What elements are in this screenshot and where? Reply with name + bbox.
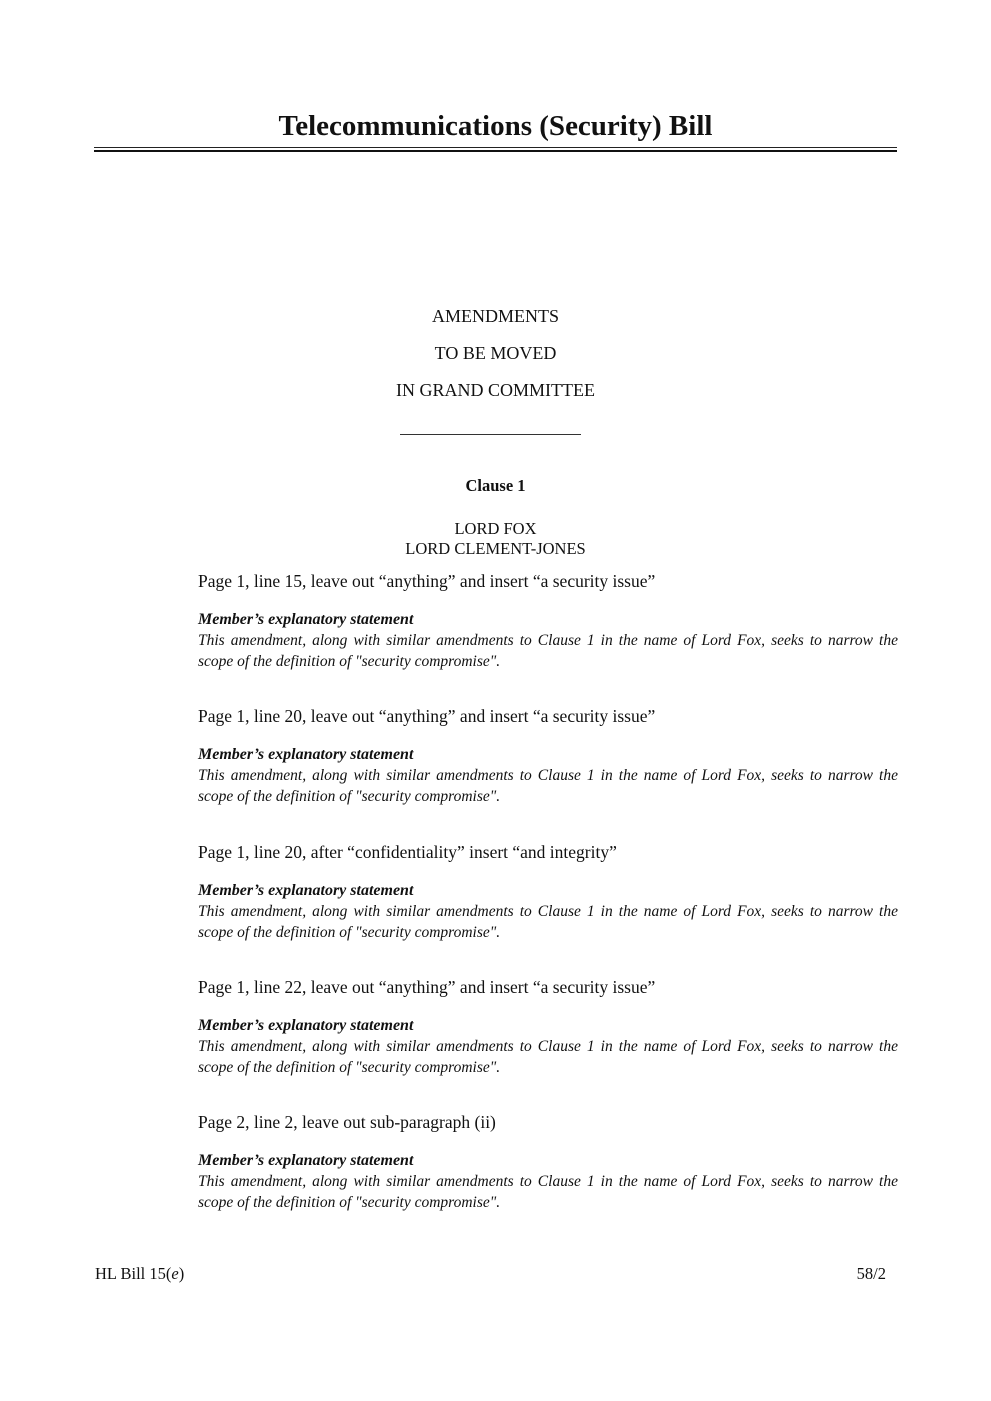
explanatory-statement-title: Member’s explanatory statement: [198, 746, 414, 763]
bill-ref-prefix: HL Bill 15(: [95, 1264, 172, 1283]
amendment-text: Page 1, line 15, leave out “anything” and insert “a security issue”: [198, 571, 656, 591]
explanatory-statement-body: This amendment, along with similar amendments to Clause 1 in the name of Lord Fox, seeks to narrow the scope of the definition of "security compromise".: [198, 767, 898, 805]
bill-ref-suffix: ): [178, 1264, 185, 1283]
amendment-4: [198, 976, 898, 1078]
bill-ref-italic: e: [171, 1264, 179, 1283]
heading-line-3: IN GRAND COMMITTEE: [396, 380, 595, 400]
amendment-1: [198, 570, 898, 672]
explanatory-statement-body: This amendment, along with similar amendments to Clause 1 in the name of Lord Fox, seeks to narrow the scope of the definition of "security compromise".: [198, 632, 898, 670]
bill-reference: [95, 1264, 184, 1284]
amendment-text: Page 1, line 22, leave out “anything” and insert “a security issue”: [198, 977, 656, 997]
amendment-5: [198, 1111, 898, 1213]
explanatory-statement-title: Member’s explanatory statement: [198, 611, 414, 628]
member-name: LORD CLEMENT-JONES: [405, 539, 586, 558]
title-rule-thick: [94, 150, 897, 152]
amendment-2: [198, 705, 898, 807]
explanatory-statement-title: Member’s explanatory statement: [198, 882, 414, 899]
amendment-text: Page 1, line 20, after “confidentiality” insert “and integrity”: [198, 842, 617, 862]
bill-title: Telecommunications (Security) Bill: [278, 110, 713, 142]
explanatory-statement-body: This amendment, along with similar amendments to Clause 1 in the name of Lord Fox, seeks to narrow the scope of the definition of "security compromise".: [198, 1173, 898, 1211]
explanatory-statement-title: Member’s explanatory statement: [198, 1152, 414, 1169]
amendment-text: Page 2, line 2, leave out sub-paragraph (ii): [198, 1112, 496, 1132]
title-rule-thin: [94, 147, 897, 148]
explanatory-statement-title: Member’s explanatory statement: [198, 1017, 414, 1034]
amendment-3: [198, 841, 898, 943]
heading-line-1: AMENDMENTS: [431, 306, 559, 326]
amendment-text: Page 1, line 20, leave out “anything” and insert “a security issue”: [198, 706, 656, 726]
explanatory-statement-body: This amendment, along with similar amendments to Clause 1 in the name of Lord Fox, seeks to narrow the scope of the definition of "security compromise".: [198, 903, 898, 941]
clause-heading: Clause 1: [465, 476, 526, 495]
member-name: LORD FOX: [454, 519, 537, 538]
section-divider: [400, 434, 581, 435]
heading-line-2: TO BE MOVED: [434, 343, 557, 363]
page-reference: 58/2: [856, 1264, 886, 1283]
member-names: [0, 519, 991, 559]
explanatory-statement-body: This amendment, along with similar amendments to Clause 1 in the name of Lord Fox, seeks to narrow the scope of the definition of "security compromise".: [198, 1038, 898, 1076]
